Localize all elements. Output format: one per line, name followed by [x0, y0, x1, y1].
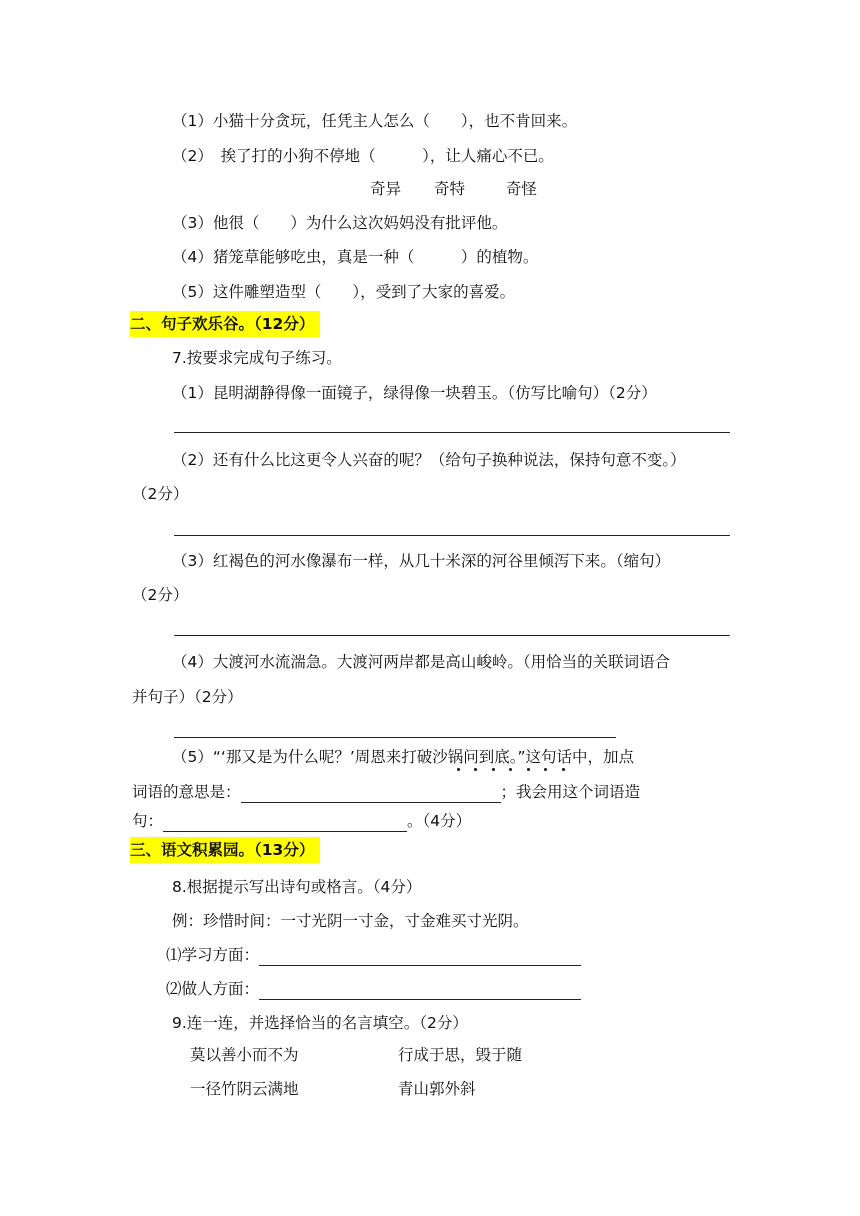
section-3-heading: 三、语文积累园。（13分） [130, 837, 320, 863]
sentence-2: （2） 挨了打的小狗不停地（ ），让人痛心不已。 [172, 147, 554, 165]
item-5-line-c [132, 810, 471, 832]
prompt-conduct-label: ⑵做人方面： [166, 980, 260, 998]
sentence-3: （3）他很（ ）为什么这次妈妈没有批评他。 [172, 214, 508, 232]
match-right-2[interactable]: 青山郭外斜 [398, 1080, 476, 1098]
sentence-4: （4）猪笼草能够吃虫，真是一种（ ）的植物。 [172, 248, 539, 266]
meaning-label: 词语的意思是： [132, 783, 241, 801]
item-4-line-b: 并句子）（2分） [132, 688, 243, 706]
item-4-line-a: （4）大渡河水流湍急。大渡河两岸都是高山峻岭。（用恰当的关联词语合 [172, 653, 671, 671]
choice-1: 奇异 [370, 180, 402, 198]
points-label: 。（4分） [407, 812, 472, 830]
match-left-1[interactable]: 莫以善小而不为 [190, 1046, 299, 1064]
word-choices [370, 178, 537, 200]
prompt-study-label: ⑴学习方面： [166, 946, 260, 964]
question-8: 8.根据提示写出诗句或格言。（4分） [172, 878, 422, 896]
prompt-conduct [166, 978, 581, 1000]
sentence-5: （5）这件雕塑造型（ ），受到了大家的喜爱。 [172, 283, 516, 301]
answer-line-3[interactable] [174, 635, 730, 636]
study-blank[interactable] [259, 947, 581, 966]
item-1: （1）昆明湖静得像一面镜子，绿得像一块碧玉。（仿写比喻句）（2分） [172, 384, 657, 402]
conduct-blank[interactable] [259, 981, 581, 1000]
section-2-heading: 二、句子欢乐谷。（12分） [130, 311, 320, 337]
emphasis-dots [454, 768, 574, 774]
match-left-2[interactable]: 一径竹阴云满地 [190, 1080, 299, 1098]
item-5-line-a: （5）“‘那又是为什么呢？’周恩来打破沙锅问到底。”这句话中，加点 [172, 748, 635, 766]
make-sentence-label: ；我会用这个词语造 [500, 783, 641, 801]
question-9: 9.连一连，并选择恰当的名言填空。（2分） [172, 1014, 468, 1032]
item-2-line-a: （2）还有什么比这更令人兴奋的呢？（给句子换种说法，保持句意不变。） [172, 451, 686, 469]
question-7: 7.按要求完成句子练习。 [172, 349, 342, 367]
answer-line-1[interactable] [174, 432, 730, 433]
sentence-1: （1）小猫十分贪玩，任凭主人怎么（ ），也不肯回来。 [172, 112, 578, 130]
sentence-blank[interactable] [163, 813, 407, 832]
answer-line-4[interactable] [174, 737, 616, 738]
prompt-study [166, 944, 581, 966]
match-right-1[interactable]: 行成于思，毁于随 [398, 1046, 523, 1064]
meaning-blank[interactable] [241, 784, 501, 803]
item-5-line-b [132, 781, 640, 803]
choice-3: 奇怪 [505, 180, 537, 198]
choice-2: 奇特 [433, 180, 465, 198]
item-2-line-b: （2分） [132, 485, 189, 503]
item-3-line-b: （2分） [132, 586, 189, 604]
item-3-line-a: （3）红褐色的河水像瀑布一样，从几十米深的河谷里倾泻下来。（缩句） [172, 552, 671, 570]
sentence-label: 句： [132, 812, 164, 830]
answer-line-2[interactable] [174, 535, 730, 536]
example-line: 例：珍惜时间：一寸光阴一寸金，寸金难买寸光阴。 [172, 912, 529, 930]
